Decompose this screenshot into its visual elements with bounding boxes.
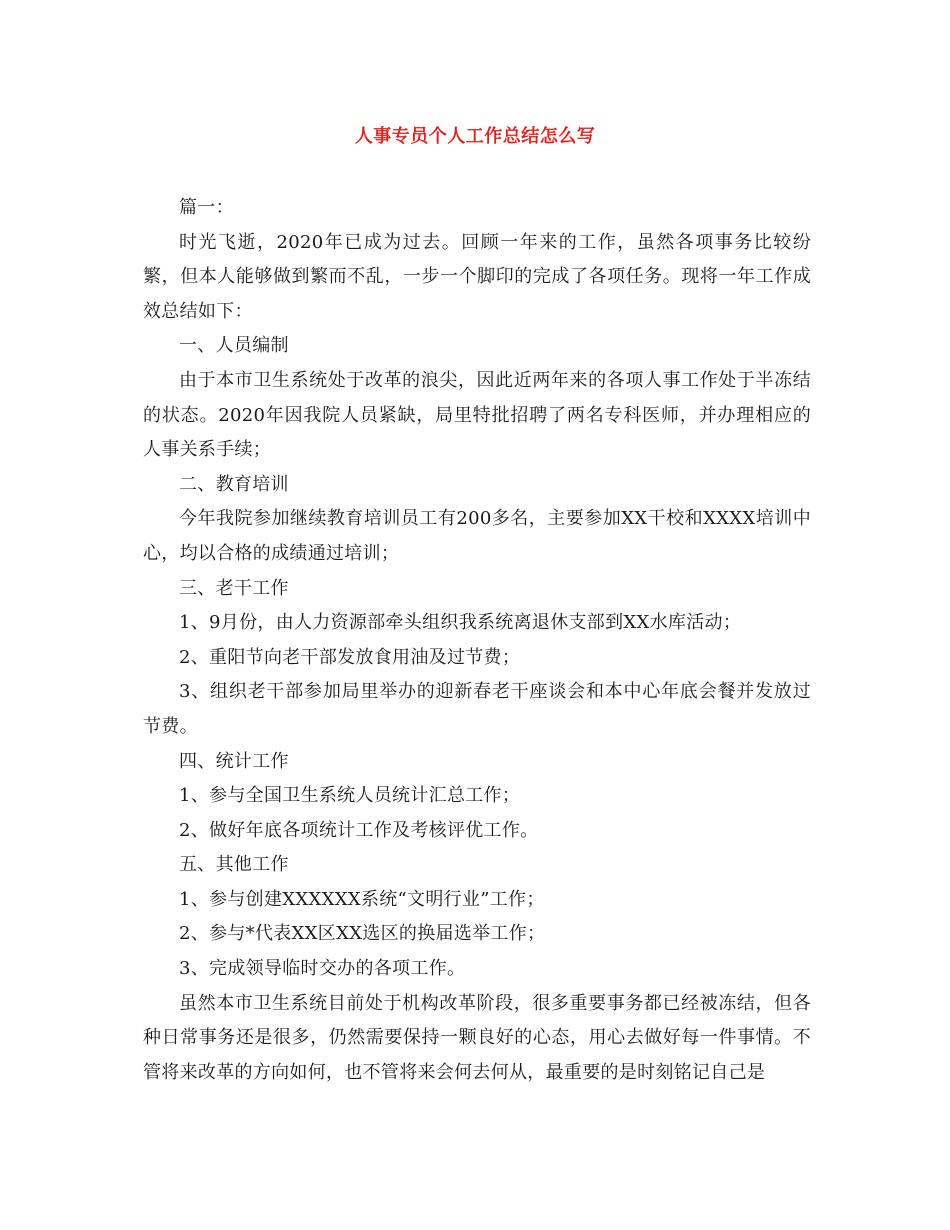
heading-statistics: 四、统计工作 <box>179 750 289 772</box>
list-item-other-1: 1、参与创建XXXXXX系统“文明行业”工作； <box>179 888 545 910</box>
document-body <box>143 191 811 1090</box>
heading-training: 二、教育培训 <box>179 473 289 495</box>
paragraph-section-label: 篇一： <box>179 197 234 218</box>
list-item-other-3: 3、完成领导临时交办的各项工作。 <box>179 958 466 980</box>
list-item-retirees-1: 1、9月份，由人力资源部牵头组织我系统离退休支部到XX水库活动； <box>179 612 742 634</box>
list-item-statistics-1: 1、参与全国卫生系统人员统计汇总工作； <box>179 785 521 807</box>
list-item-statistics-2: 2、做好年底各项统计工作及考核评优工作。 <box>179 819 539 841</box>
heading-retirees: 三、老干工作 <box>179 577 289 599</box>
heading-other: 五、其他工作 <box>179 854 289 876</box>
paragraph-staffing: 由于本市卫生系统处于改革的浪尖，因此近两年来的各项人事工作处于半冻结的状态。2020年因我院人员紧缺，局里特批招聘了两名专科医师，并办理相应的人事关系手续； <box>143 369 811 461</box>
paragraph-intro: 时光飞逝，2020年已成为过去。回顾一年来的工作，虽然各项事务比较纷繁，但本人能够做到繁而不乱，一步一个脚印的完成了各项任务。现将一年工作成效总结如下： <box>143 231 811 322</box>
paragraph-conclusion: 虽然本市卫生系统目前处于机构改革阶段，很多重要事务都已经被冻结，但各种日常事务还是很多，仍然需要保持一颗良好的心态，用心去做好每一件事情。不管将来改革的方向如何，也不管将来会何去何从，最重要的是时刻铭记自己是 <box>143 992 811 1083</box>
list-item-retirees-3: 3、组织老干部参加局里举办的迎新春老干座谈会和本中心年底会餐并发放过节费。 <box>143 681 811 737</box>
list-item-other-2: 2、参与*代表XX区XX选区的换届选举工作； <box>179 923 546 945</box>
document-title: 人事专员个人工作总结怎么写 <box>354 126 596 147</box>
list-item-retirees-2: 2、重阳节向老干部发放食用油及过节费； <box>179 646 521 668</box>
heading-staffing: 一、人员编制 <box>179 335 289 357</box>
paragraph-training: 今年我院参加继续教育培训员工有200多名，主要参加XX干校和XXXX培训中心，均以合格的成绩通过培训； <box>143 508 811 564</box>
